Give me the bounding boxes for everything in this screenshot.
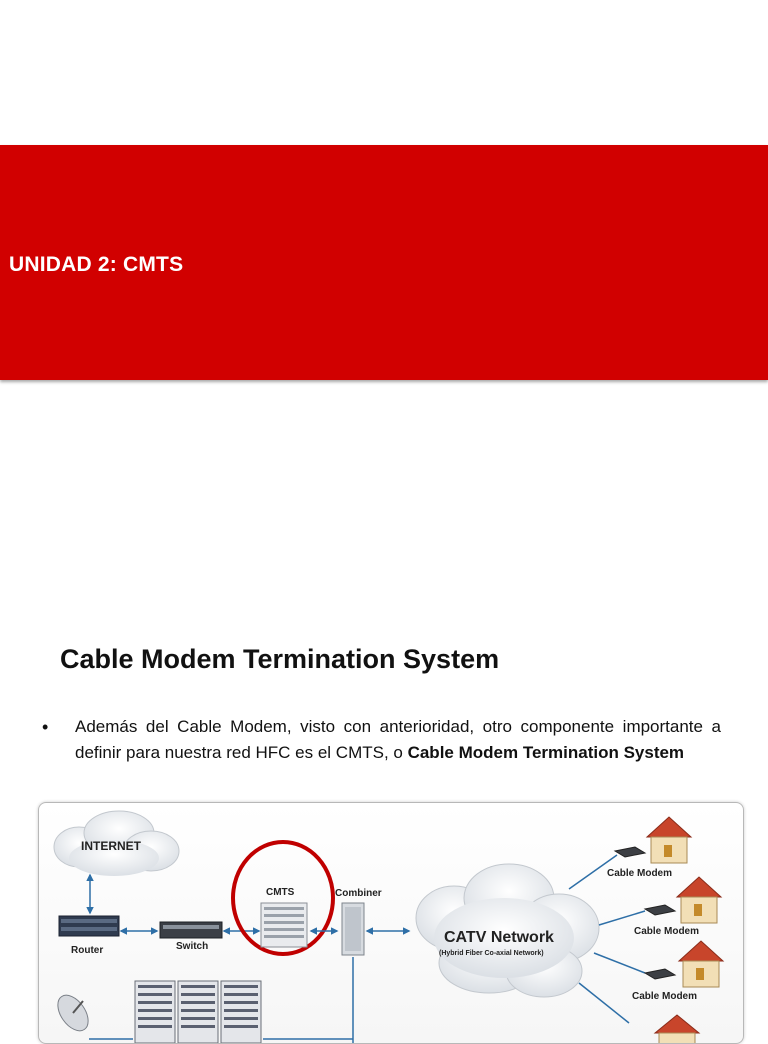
cmts-chassis-icon xyxy=(261,903,307,947)
house-icon xyxy=(679,941,723,987)
cable-modem-icon xyxy=(615,847,645,857)
switch-label: Switch xyxy=(176,941,209,952)
cmts-label: CMTS xyxy=(266,887,295,898)
house-icon xyxy=(647,817,691,863)
catv-modem-link-3 xyxy=(594,953,645,973)
combiner-icon xyxy=(342,903,364,955)
server-rack-icon xyxy=(221,981,261,1043)
house-icon xyxy=(655,1015,699,1043)
network-diagram-svg xyxy=(39,803,743,1043)
router-icon xyxy=(59,916,119,936)
bullet-text xyxy=(75,714,721,766)
catv-network-sublabel: (Hybrid Fiber Co-axial Network) xyxy=(439,950,544,957)
internet-label: INTERNET xyxy=(81,839,141,853)
switch-icon xyxy=(160,922,222,938)
cable-modem-label-3: Cable Modem xyxy=(632,991,698,1002)
catv-network-label: CATV Network xyxy=(444,929,554,946)
house-icon xyxy=(677,877,721,923)
cable-modem-label-2: Cable Modem xyxy=(634,926,700,937)
server-rack-icon xyxy=(178,981,218,1043)
cable-modem-label-1: Cable Modem xyxy=(607,868,673,879)
combiner-label: Combiner xyxy=(335,888,382,899)
router-label: Router xyxy=(71,945,104,956)
server-rack-icon xyxy=(135,981,175,1043)
satellite-dish-icon xyxy=(52,990,95,1037)
bullet-text-bold: Cable Modem Termination System xyxy=(407,743,685,762)
network-diagram xyxy=(38,802,744,1044)
banner-title: UNIDAD 2: CMTS xyxy=(9,253,184,276)
catv-modem-link-2 xyxy=(599,911,645,925)
slide-title: Cable Modem Termination System xyxy=(60,644,500,674)
bullet-text-plain: Además del Cable Modem, visto con anterioridad, otro componente importante a definir para nuestra red HFC es el CMTS, o xyxy=(75,717,721,762)
cable-modem-icon xyxy=(645,905,675,915)
cable-modem-icon xyxy=(645,969,675,979)
bullet-icon: • xyxy=(42,717,49,737)
catv-modem-link-4 xyxy=(579,983,629,1023)
